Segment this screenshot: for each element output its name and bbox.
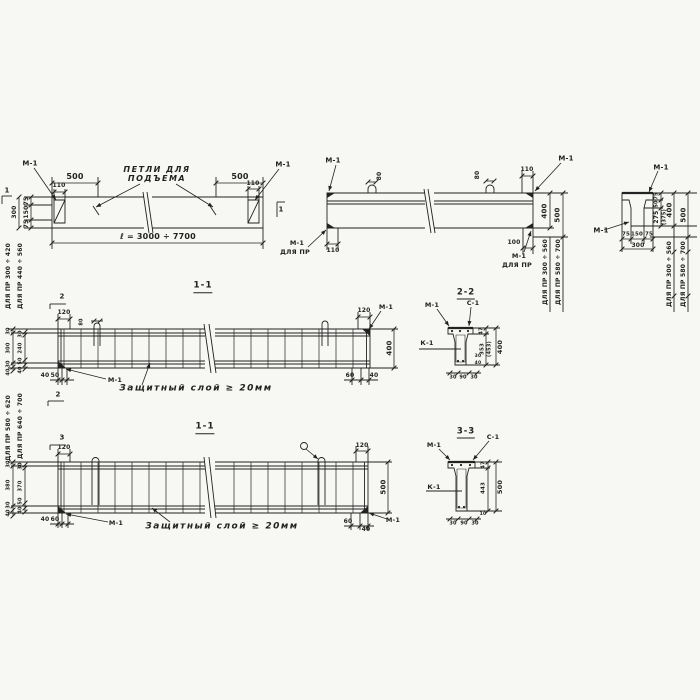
cage-400-m1-top-right: М-1 [378,302,394,311]
cage-500-dim-120-left: 120 [57,444,71,451]
section-2-2-d47: 47 [478,327,485,335]
section-2-2-d400: 400 [495,339,504,355]
plan-cut-left: 1 [4,186,10,195]
plan-dim-length: ℓ = 3000 ÷ 7700 [120,232,196,241]
section-end-m1-top: М-1 [653,163,669,172]
plan-dim-500-left: 500 [66,172,84,181]
elevation-dim-100-bottom-right: 100 [507,239,521,246]
plan-cut-right: 1 [278,205,284,214]
cage-400-chain-a-head: ДЛЯ ПР 300 ÷ 420 [5,243,12,309]
cage-500-m1-bottom-right: М-1 [385,515,401,524]
section-3-3-d30b: 30 [471,520,479,527]
cage-400-dim-120-left: 120 [57,309,71,316]
elevation-m1-top-left: М-1 [325,156,341,165]
section-end-range-400: ДЛЯ ПР 300 ÷ 560 [666,241,673,307]
elevation-m1-bottom-left-1: М-1 [289,238,305,247]
plan-dim-75-bottom: 75 [23,219,30,229]
cage-400-a30b: 30 [5,360,12,368]
section-end-dim-275: 275 [653,210,660,224]
cage-400-chain-b-head: ДЛЯ ПР 440 ÷ 560 [17,243,24,309]
section-2-2-d30b: 30 [470,374,478,381]
cage-400-dim-50-left: 50 [50,372,60,379]
section-3-3-d47: 47 [480,461,487,469]
section-3-3-d443: 443 [480,481,487,495]
section-2-2-k1: К-1 [420,338,434,347]
elevation-m1-bottom-right-2: ДЛЯ ПР [502,260,532,269]
section-2-2-d30i: 30 [474,353,482,359]
section-end-dim-75-right: 75 [644,231,654,238]
plan-dim-500-right: 500 [231,172,249,181]
cage-400-b240: 240 [17,342,24,354]
section-2-2-m1: М-1 [424,300,440,309]
plan-dim-110-left: 110 [52,182,66,189]
elevation-m1-top-right: М-1 [558,154,574,163]
plan-petli-1: ПЕТЛИ ДЛЯ [123,165,191,174]
cage-500-a30b: 30 [5,501,12,509]
cage-500-dim-60-left: 60 [50,516,60,523]
cage-500-a40: 40 [5,509,12,517]
section-end-dim-75-flange: 75 [653,192,660,200]
cage-400-dim-120-right: 120 [357,307,371,314]
section-2-2-d90: 90 [459,374,467,381]
section-3-3-d30a: 30 [449,520,457,527]
elevation-m1-bottom-right-1: М-1 [511,251,527,260]
cage-400-dim-60-right: 60 [345,372,355,379]
section-3-3-d500: 500 [495,479,504,495]
cage-500-protective: Защитный слой ≥ 20мм [145,521,299,532]
section-2-2-d353: 353 [479,342,486,356]
section-end-m1-left: М-1 [593,226,609,235]
section-3-3-m1: М-1 [426,440,442,449]
cage-500-dim-120-right: 120 [355,442,369,449]
cage-500-b30: 30 [17,462,24,470]
elevation-dim-110-top-right: 110 [520,166,534,173]
section-2-2-d453: (453) [486,340,493,358]
cage-500-title: 1-1 [195,422,214,434]
plan-dim-75-top: 75 [23,196,30,206]
section-3-3-c1: С-1 [486,432,500,441]
section-end-dim-150: 150 [630,231,644,238]
plan-m1-right: М-1 [275,160,291,169]
cage-500-chain-b-head: ДЛЯ ПР 640 ÷ 700 [17,393,24,459]
section-3-3-title: 3-3 [456,426,476,437]
cage-500-a380: 380 [5,479,12,491]
section-end-dim-50-taper: 50 [653,200,660,208]
cage-400-cut-bottom: 2 [55,390,61,399]
section-end-dim-400: 400 [665,202,674,218]
section-end-dim-300: 300 [631,242,645,249]
section-2-2-d40i: 40 [474,360,482,366]
cage-500-b370: 370 [17,480,24,492]
cage-400-a30a: 30 [5,327,12,335]
section-3-3-d90: 90 [460,520,468,527]
section-end-range-500: ДЛЯ ПР 580 ÷ 700 [680,241,687,307]
cage-400-dim-400: 400 [385,340,394,356]
section-end-dim-75-left: 75 [621,231,631,238]
section-end-dim-375: (375) [661,208,668,226]
plan-m1-left: М-1 [22,159,38,168]
cage-500-chain-a-head: ДЛЯ ПР 580 ÷ 620 [5,395,12,461]
elevation-dim-400: 400 [540,203,549,219]
cage-500-dim-40-left: 40 [40,516,50,523]
cage-400-title: 1-1 [193,281,212,293]
elevation-range-400: ДЛЯ ПР 300 ÷ 560 [542,239,549,305]
cage-400-b30: 30 [17,330,24,338]
cage-400-b40: 40 [17,366,24,374]
cage-500-a30a: 30 [5,460,12,468]
cage-500-b50: 50 [17,497,24,505]
plan-dim-110-right: 110 [246,180,260,187]
plan-dim-300: 300 [11,205,18,219]
cage-400-b50: 50 [17,357,24,365]
elevation-dim-80-left: 80 [376,171,383,181]
plan-petli-2: ПОДЪЕМА [127,174,187,183]
section-2-2-title: 2-2 [456,287,476,298]
cage-500-cut-top: 3 [59,433,65,442]
cage-500-dim-500: 500 [379,479,388,495]
section-2-2-d30a: 30 [449,374,457,381]
elevation-dim-80-right: 80 [474,170,481,180]
cage-400-m1-bottom-left: М-1 [107,375,123,384]
cage-400-protective: Защитный слой ≥ 20мм [119,383,273,394]
section-2-2-c1: С-1 [466,298,480,307]
cage-500-b40: 40 [17,506,24,514]
cage-400-cut-top: 2 [59,292,65,301]
elevation-dim-110-bottom-left: 110 [326,247,340,254]
plan-dim-150: 150 [23,205,30,219]
section-3-3-d10: 10 [479,511,487,517]
cage-500-dim-60-right: 60 [343,518,353,525]
elevation-m1-bottom-left-2: ДЛЯ ПР [280,247,310,256]
cage-500-m1-bottom-left: М-1 [108,518,124,527]
cage-400-a300: 300 [5,342,12,354]
cage-400-a40: 40 [5,368,12,376]
elevation-dim-500: 500 [553,207,562,223]
elevation-range-500: ДЛЯ ПР 580 ÷ 700 [555,239,562,305]
section-3-3-k1: К-1 [427,482,441,491]
cage-400-dim-80-loop: 80 [78,318,85,326]
section-end-dim-500: 500 [679,207,688,223]
cage-400-dim-40-right: 40 [369,372,379,379]
cage-500-dim-40-right: 40 [361,526,371,533]
cage-400-dim-40-left: 40 [40,372,50,379]
